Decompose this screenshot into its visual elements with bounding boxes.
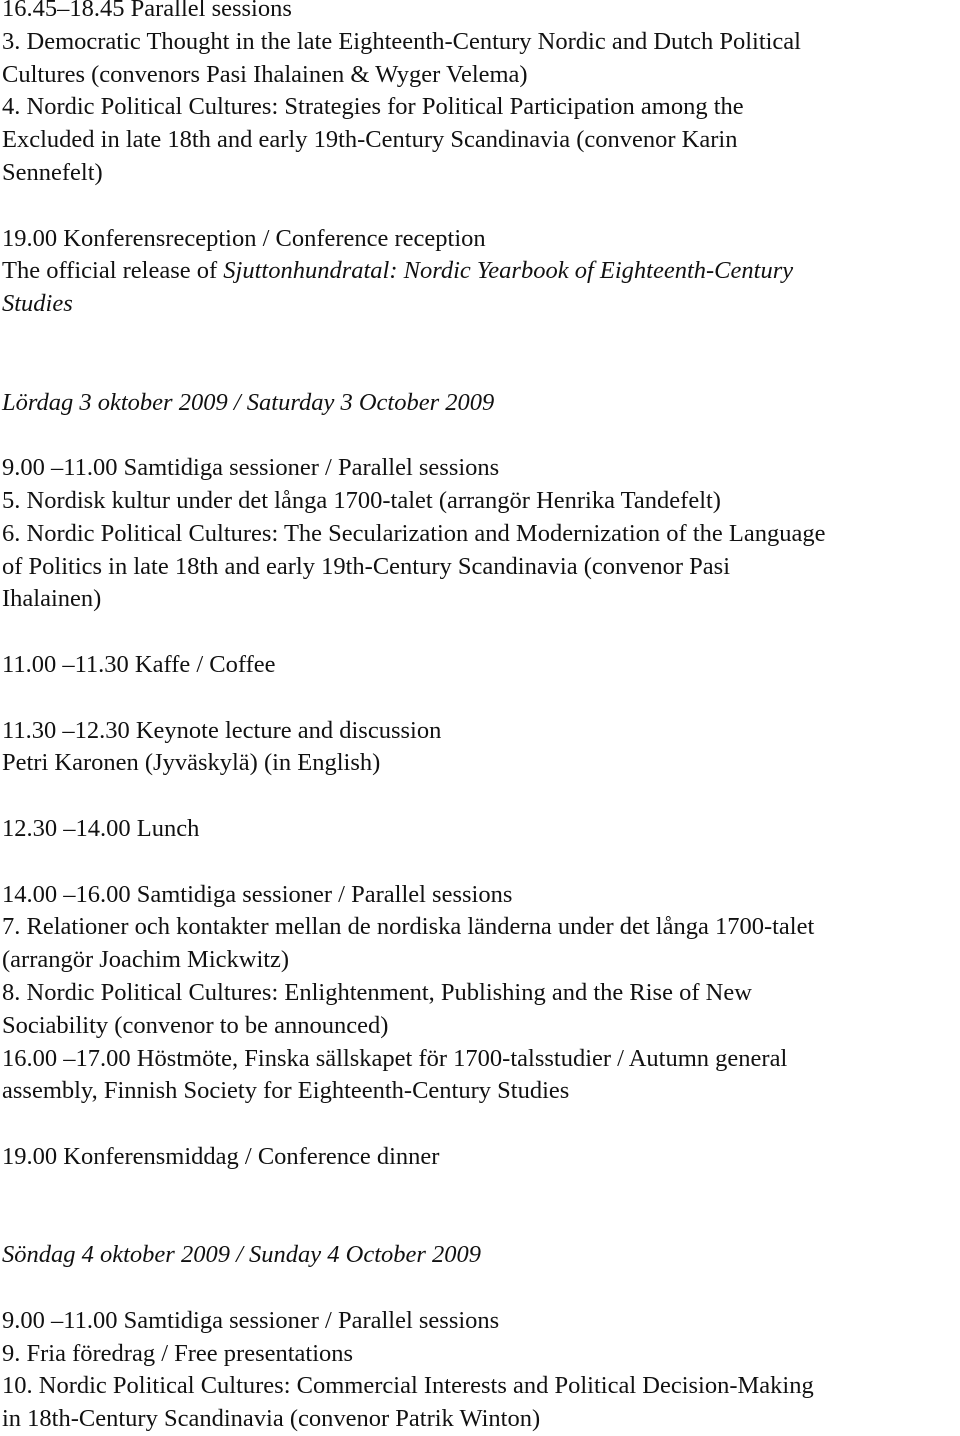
session-time-1645: 16.45–18.45 Parallel sessions [2,0,292,22]
coffee-break: 11.00 –11.30 Kaffe / Coffee [2,650,276,678]
yearbook-release-prefix: The official release of [2,257,224,285]
session-3-line-1: 3. Democratic Thought in the late Eighteenth-Century Nordic and Dutch Political [2,27,801,55]
assembly-line-1: 16.00 –17.00 Höstmöte, Finska sällskapet för 1700-talsstudier / Autumn general [2,1044,788,1072]
spacer [0,780,960,813]
spacer [0,190,960,223]
session-6-line-3: Ihalainen) [2,585,102,613]
spacer [0,1108,960,1141]
sunday-heading [0,1239,960,1272]
session-8-line-2: Sociability (convenor to be announced) [2,1011,389,1039]
session-4-line-3: Sennefelt) [2,158,103,186]
saturday-afternoon-time: 14.00 –16.00 Samtidiga sessioner / Parallel sessions [2,880,513,908]
yearbook-release-line-2 [0,288,960,321]
lunch: 12.30 –14.00 Lunch [2,814,200,842]
keynote-speaker: Petri Karonen (Jyväskylä) (in English) [2,749,381,777]
yearbook-title: Sjuttonhundratal: Nordic Yearbook of Eighteenth-Century [223,257,794,285]
saturday-heading-text: Lördag 3 oktober 2009 / Saturday 3 October 2009 [2,388,495,416]
session-3-line-2: Cultures (convenors Pasi Ihalainen & Wyger Velema) [2,60,528,88]
session-8-line-1: 8. Nordic Political Cultures: Enlightenment, Publishing and the Rise of New [2,978,752,1006]
session-4-line-1: 4. Nordic Political Cultures: Strategies for Political Participation among the [2,93,744,121]
reception-time: 19.00 Konferensreception / Conference reception [2,224,486,252]
sunday-heading-text: Söndag 4 oktober 2009 / Sunday 4 October 2009 [2,1241,482,1269]
spacer [0,1272,960,1305]
session-7-line-1: 7. Relationer och kontakter mellan de nordiska länderna under det långa 1700-talet [2,913,815,941]
spacer [0,846,960,879]
spacer [0,419,960,452]
keynote-time: 11.30 –12.30 Keynote lecture and discussion [2,716,442,744]
saturday-morning-time: 9.00 –11.00 Samtidiga sessioner / Parallel sessions [2,454,500,482]
conference-dinner: 19.00 Konferensmiddag / Conference dinner [2,1142,440,1170]
spacer [0,321,960,387]
spacer [0,1174,960,1240]
session-10-line-2: in 18th-Century Scandinavia (convenor Patrik Winton) [2,1405,541,1433]
sunday-morning-time: 9.00 –11.00 Samtidiga sessioner / Parallel sessions [2,1306,500,1334]
session-9: 9. Fria föredrag / Free presentations [2,1339,354,1367]
spacer [0,682,960,715]
session-10-line-1: 10. Nordic Political Cultures: Commercial Interests and Political Decision-Making [2,1372,814,1400]
assembly-line-2: assembly, Finnish Society for Eighteenth-Century Studies [2,1077,570,1105]
spacer [0,616,960,649]
saturday-heading [0,387,960,420]
session-6-line-2: of Politics in late 18th and early 19th-Century Scandinavia (convenor Pasi [2,552,731,580]
session-6-line-1: 6. Nordic Political Cultures: The Secularization and Modernization of the Language [2,519,826,547]
session-7-line-2: (arrangör Joachim Mickwitz) [2,946,290,974]
session-5: 5. Nordisk kultur under det långa 1700-talet (arrangör Henrika Tandefelt) [2,486,721,514]
session-4-line-2: Excluded in late 18th and early 19th-Century Scandinavia (convenor Karin [2,126,738,154]
yearbook-release-line-1 [0,255,960,288]
yearbook-title-cont: Studies [2,290,73,318]
